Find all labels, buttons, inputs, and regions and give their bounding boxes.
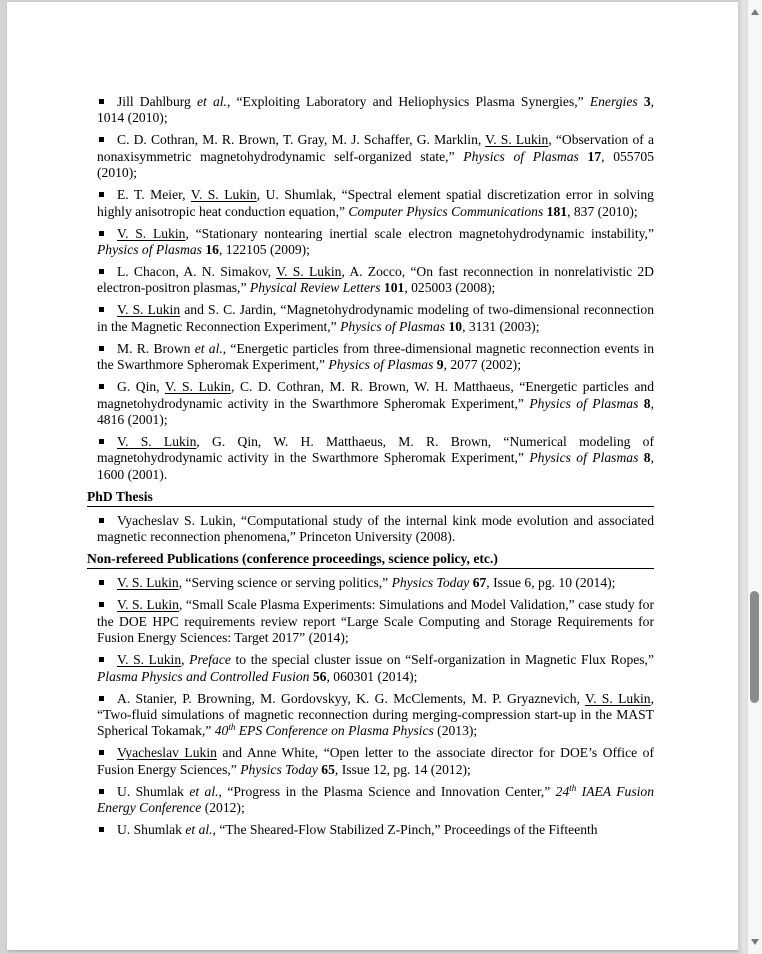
entry-text: , Issue 12, pg. 14 (2012); — [334, 761, 471, 777]
entry-text: G. Qin, — [117, 379, 165, 395]
entry-text: Physics Today — [240, 761, 318, 777]
entry-text: , “Energetic particles from three-dimensional magnetic reconnection events in the Swarthmore Spheromak Experiment,” — [97, 340, 654, 373]
scrollbar-thumb[interactable] — [750, 591, 759, 703]
entry-text: 8 — [643, 450, 651, 466]
author-name-underlined: Vyacheslav Lukin — [117, 745, 217, 761]
entry-text: , “Two-fluid simulations of magnetic reconnection during merging-compression start-up in the MAST Spherical Tokamak,” — [97, 690, 654, 739]
author-name-underlined: V. S. Lukin — [190, 187, 257, 203]
square-bullet-icon — [99, 269, 104, 274]
entry-text: Computer Physics Communications — [348, 203, 544, 219]
entry-text: , U. Shumlak, “Spectral element spatial discretization error in solving highly anisotropic heat conduction equation,” — [97, 187, 654, 219]
entry-text: A. Stanier, P. Browning, M. Gordovskyy, K. G. McClements, M. P. Gryaznevich, — [117, 690, 585, 706]
entry-text: , “Observation of a nonaxisymmetric magnetohydrodynamic self-organized state,” — [97, 132, 654, 164]
document-page — [7, 2, 738, 950]
entry-text: , “Stationary nontearing inertial scale electron magnetohydrodynamic instability,” — [185, 225, 654, 241]
entry-text: et al. — [197, 94, 227, 109]
square-bullet-icon — [99, 602, 104, 607]
entry-text: et al. — [194, 340, 223, 356]
phd-thesis-list — [87, 513, 654, 546]
entry-text: (2012); — [201, 800, 245, 816]
author-name-underlined: V. S. Lukin — [117, 225, 186, 241]
publication-entry — [97, 187, 654, 220]
entry-text — [579, 149, 588, 164]
entry-text: , A. Zocco, “On fast reconnection in nonrelativistic 2D electron-positron plasmas,” — [97, 264, 655, 296]
publication-entry — [97, 132, 654, 181]
entry-text: Physics of Plasmas — [340, 318, 446, 334]
publication-entry — [97, 341, 654, 374]
entry-text: 56 — [312, 668, 327, 684]
entry-text: , “Small Scale Plasma Experiments: Simulations and Model Validation,” case study for the DOE HPC requirements review report “Large Scale Computing and Storage Requirements for Fusion Energy Sciences: Target 2017” (2014); — [97, 597, 654, 646]
entry-text: , G. Qin, W. H. Matthaeus, M. R. Brown, “Numerical modeling of magnetohydrodynamic activity in the Swarthmore Spheromak Experiment,” — [97, 434, 654, 466]
author-name-underlined: V. S. Lukin — [117, 434, 197, 450]
entry-text: , 025003 (2008); — [404, 280, 496, 296]
entry-text: 40 — [214, 723, 229, 739]
square-bullet-icon — [99, 657, 104, 662]
entry-text: 65 — [321, 761, 335, 777]
entry-text: EPS Conference on Plasma Physics — [235, 723, 434, 739]
entry-text: , “The Sheared-Flow Stabilized Z-Pinch,” Proceedings of the Fifteenth — [212, 822, 598, 838]
publication-entry — [97, 822, 654, 838]
entry-text: , 837 (2010); — [567, 203, 638, 219]
author-name-underlined: V. S. Lukin — [117, 575, 179, 591]
entry-text: IAEA Fusion Energy Conference — [97, 783, 655, 816]
publication-entry — [97, 264, 654, 297]
entry-text: , — [181, 652, 190, 668]
square-bullet-icon — [99, 307, 104, 312]
square-bullet-icon — [99, 384, 104, 389]
entry-text: 8 — [643, 395, 651, 411]
square-bullet-icon — [99, 99, 104, 104]
publication-entry — [97, 226, 654, 259]
author-name-underlined: V. S. Lukin — [485, 132, 549, 148]
entry-text: 16 — [205, 242, 219, 258]
author-name-underlined: V. S. Lukin — [276, 264, 342, 280]
publication-entry — [97, 434, 654, 483]
refereed-publications — [87, 94, 654, 483]
square-bullet-icon — [99, 696, 104, 701]
square-bullet-icon — [99, 750, 104, 755]
entry-text: , 1014 (2010); — [97, 94, 655, 126]
entry-text: , C. D. Cothran, M. R. Brown, W. H. Matthaeus, “Energetic particles and magnetohydrodynamic activity in the Swarthmore Spheromak Experiment,” — [97, 379, 654, 411]
square-bullet-icon — [99, 827, 104, 832]
entry-text: U. Shumlak — [117, 822, 186, 838]
publication-list — [87, 94, 654, 844]
entry-text: Physics of Plasmas — [463, 148, 579, 164]
square-bullet-icon — [99, 192, 104, 197]
square-bullet-icon — [99, 231, 104, 236]
entry-text: and Anne White, “Open letter to the associate director for DOE’s Office of Fusion Energy Sciences,” — [97, 745, 654, 777]
entry-text: , Issue 6, pg. 10 (2014); — [486, 575, 616, 591]
entry-text: et al. — [189, 783, 219, 799]
entry-text: Energies — [589, 94, 638, 109]
entry-text: , 055705 (2010); — [97, 148, 654, 181]
square-bullet-icon — [99, 346, 104, 351]
scroll-down-arrow-icon[interactable] — [751, 939, 759, 945]
entry-text: , 2077 (2002); — [443, 357, 521, 373]
publication-entry — [97, 597, 654, 646]
entry-text: Physics of Plasmas — [328, 357, 434, 373]
entry-text: Plasma Physics and Controlled Fusion — [97, 668, 310, 684]
entry-text: 67 — [472, 575, 487, 591]
entry-text: L. Chacon, A. N. Simakov, — [117, 264, 277, 280]
publication-entry — [97, 94, 654, 127]
entry-text: , 3131 (2003); — [462, 318, 540, 334]
entry-text: E. T. Meier, — [117, 187, 191, 203]
author-name-underlined: V. S. Lukin — [117, 302, 181, 318]
publication-entry — [97, 652, 654, 685]
non-refereed-publications — [87, 575, 654, 838]
author-name-underlined: V. S. Lukin — [117, 652, 182, 668]
entry-text: , 4816 (2001); — [97, 395, 654, 428]
entry-text: (2013); — [433, 723, 478, 739]
entry-text: Physical Review Letters — [249, 280, 381, 296]
publication-entry — [97, 575, 654, 591]
entry-text: C. D. Cothran, M. R. Brown, T. Gray, M. J. Schaffer, G. Marklin, — [117, 132, 486, 148]
entry-text: M. R. Brown — [117, 340, 195, 356]
author-name-underlined: V. S. Lukin — [164, 379, 231, 395]
square-bullet-icon — [99, 789, 104, 794]
section-heading-non-refereed: Non-refereed Publications (conference proceedings, science policy, etc.) — [87, 551, 654, 569]
square-bullet-icon — [99, 137, 104, 142]
author-name-underlined: V. S. Lukin — [585, 690, 651, 706]
square-bullet-icon — [99, 580, 104, 585]
entry-text: Physics Today — [391, 575, 470, 591]
entry-text: 24 — [555, 783, 570, 799]
entry-text: Preface — [189, 652, 231, 668]
entry-text: 17 — [587, 148, 602, 164]
square-bullet-icon — [99, 518, 104, 523]
entry-text: , “Progress in the Plasma Science and Innovation Center,” — [218, 783, 556, 799]
entry-text: 10 — [448, 318, 463, 334]
entry-text: 181 — [546, 203, 568, 219]
entry-text: , “Exploiting Laboratory and Heliophysics Plasma Synergies,” — [226, 94, 590, 109]
entry-text: th — [569, 782, 577, 793]
entry-text: 9 — [436, 357, 444, 373]
square-bullet-icon — [99, 439, 104, 444]
entry-text: et al. — [185, 822, 213, 838]
entry-text: to the special cluster issue on “Self-organization in Magnetic Flux Ropes,” — [230, 652, 654, 668]
entry-text: , “Serving science or serving politics,” — [178, 575, 392, 591]
entry-text: 101 — [383, 280, 405, 296]
entry-text: Physics of Plasmas — [529, 395, 639, 411]
entry-text: , 1600 (2001). — [97, 450, 654, 482]
entry-text: and S. C. Jardin, “Magnetohydrodynamic modeling of two-dimensional reconnection in the Magnetic Reconnection Experiment,” — [97, 302, 654, 334]
entry-text: Physics of Plasmas — [97, 242, 202, 258]
publication-entry — [97, 513, 654, 546]
entry-text: Physics of Plasmas — [529, 450, 639, 466]
entry-text: , 060301 (2014); — [326, 668, 418, 684]
entry-text: U. Shumlak — [117, 783, 190, 799]
publication-entry — [97, 302, 654, 335]
scroll-up-arrow-icon[interactable] — [751, 9, 759, 15]
entry-text: , 122105 (2009); — [218, 242, 310, 258]
page-gutter — [738, 0, 748, 954]
entry-text: Vyacheslav S. Lukin, “Computational study of the internal kink mode evolution and associated magnetic reconnection phenomena,” Princeton University (2008). — [97, 512, 654, 545]
section-heading-phd-thesis: PhD Thesis — [87, 489, 654, 507]
publication-entry — [97, 784, 654, 817]
publication-entry — [97, 745, 654, 778]
entry-text: Jill Dahlburg — [117, 94, 197, 109]
author-name-underlined: V. S. Lukin — [117, 597, 179, 613]
vertical-scrollbar[interactable] — [748, 0, 762, 954]
entry-text: th — [228, 722, 236, 733]
publication-entry — [97, 379, 654, 428]
entry-text: 3 — [643, 94, 651, 109]
publication-entry — [97, 691, 654, 740]
